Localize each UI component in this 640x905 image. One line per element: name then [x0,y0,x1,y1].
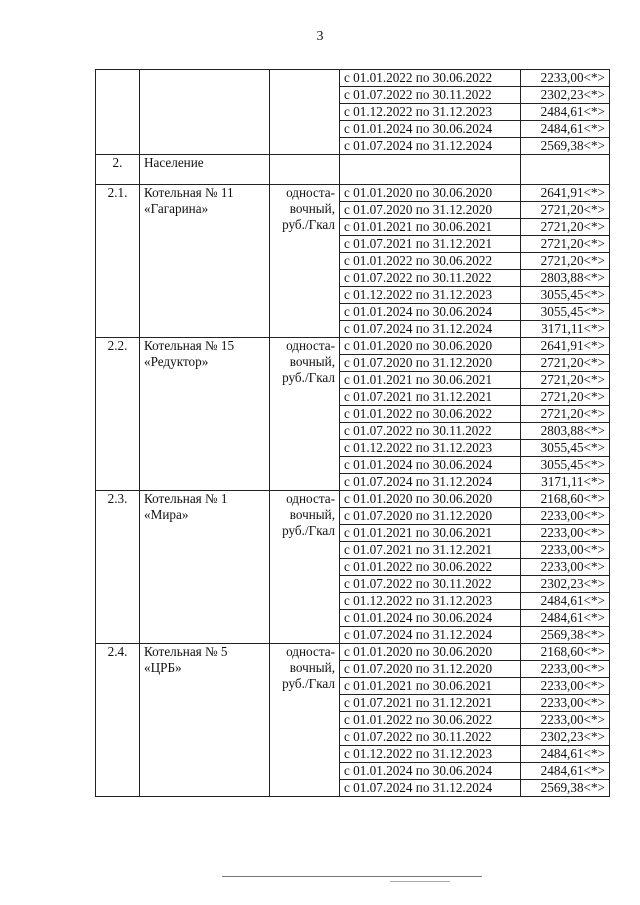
tariff-value-cell: 2569,38<*> [521,138,610,155]
period-cell: с 01.07.2024 по 31.12.2024 [340,138,521,155]
row-number-cell: 2.3. [96,491,140,644]
row-number-cell: 2.4. [96,644,140,797]
unit-line: односта- [286,185,335,200]
boiler-name-cell [140,644,270,797]
period-cell: с 01.07.2024 по 31.12.2024 [340,321,521,338]
unit-line: руб./Гкал [282,217,335,232]
period-cell: с 01.01.2022 по 30.06.2022 [340,70,521,87]
tariff-value-cell: 2484,61<*> [521,746,610,763]
unit-cell [270,70,340,155]
tariff-value-cell: 3171,11<*> [521,474,610,491]
unit-cell [270,185,340,338]
unit-cell [270,644,340,797]
period-cell: с 01.01.2022 по 30.06.2022 [340,712,521,729]
tariff-value-cell: 2721,20<*> [521,236,610,253]
boiler-name-line: Котельная № 5 [144,644,228,659]
tariff-value-cell: 2569,38<*> [521,627,610,644]
section-row [96,155,610,185]
boiler-name-line: «Мира» [144,507,189,522]
row-number-cell: 2.1. [96,185,140,338]
tariff-value-cell: 2233,00<*> [521,559,610,576]
boiler-name-line: Котельная № 15 [144,338,235,353]
period-cell: с 01.01.2021 по 30.06.2021 [340,525,521,542]
unit-cell [270,491,340,644]
period-cell: с 01.07.2021 по 31.12.2021 [340,389,521,406]
period-cell: с 01.12.2022 по 31.12.2023 [340,593,521,610]
period-cell: с 01.07.2022 по 30.11.2022 [340,729,521,746]
period-cell: с 01.07.2021 по 31.12.2021 [340,542,521,559]
boiler-name-line: «Гагарина» [144,201,209,216]
tariff-value-cell: 2641,91<*> [521,185,610,202]
period-cell: с 01.01.2020 по 30.06.2020 [340,644,521,661]
period-cell: с 01.01.2020 по 30.06.2020 [340,491,521,508]
table-row [96,491,610,508]
tariff-value-cell: 2233,00<*> [521,661,610,678]
tariff-value-cell: 2569,38<*> [521,780,610,797]
tariff-value-cell: 2233,00<*> [521,525,610,542]
tariff-value-cell: 2168,60<*> [521,644,610,661]
tariff-value-cell: 2721,20<*> [521,372,610,389]
boiler-name-cell [140,338,270,491]
tariff-value-cell: 2803,88<*> [521,423,610,440]
period-cell: с 01.07.2022 по 30.11.2022 [340,423,521,440]
section-title: Население [140,155,270,185]
tariff-value-cell: 2302,23<*> [521,576,610,593]
footer-rule-short [390,881,450,882]
period-cell: с 01.07.2020 по 31.12.2020 [340,355,521,372]
tariff-value-cell: 2233,00<*> [521,542,610,559]
tariff-value-cell: 2233,00<*> [521,695,610,712]
tariff-value-cell: 2721,20<*> [521,202,610,219]
period-cell: с 01.01.2020 по 30.06.2020 [340,185,521,202]
unit-line: односта- [286,644,335,659]
period-cell: с 01.01.2022 по 30.06.2022 [340,559,521,576]
period-cell: с 01.01.2022 по 30.06.2022 [340,253,521,270]
empty-cell [521,155,610,185]
period-cell: с 01.01.2022 по 30.06.2022 [340,406,521,423]
page-number: 3 [316,29,324,44]
unit-cell [270,338,340,491]
boiler-name-cell [140,70,270,155]
tariff-value-cell: 3171,11<*> [521,321,610,338]
tariff-value-cell: 2803,88<*> [521,270,610,287]
period-cell: с 01.07.2024 по 31.12.2024 [340,627,521,644]
tariff-value-cell: 2233,00<*> [521,712,610,729]
tariff-value-cell: 2721,20<*> [521,253,610,270]
boiler-name-line: Котельная № 1 [144,491,228,506]
period-cell: с 01.12.2022 по 31.12.2023 [340,440,521,457]
period-cell: с 01.12.2022 по 31.12.2023 [340,104,521,121]
unit-line: вочный, [289,507,335,522]
period-cell: с 01.07.2024 по 31.12.2024 [340,780,521,797]
table-row [96,338,610,355]
period-cell: с 01.07.2020 по 31.12.2020 [340,202,521,219]
tariff-value-cell: 3055,45<*> [521,457,610,474]
tariff-value-cell: 2233,00<*> [521,508,610,525]
period-cell: с 01.01.2024 по 30.06.2024 [340,121,521,138]
boiler-name-cell [140,185,270,338]
period-cell: с 01.01.2021 по 30.06.2021 [340,678,521,695]
row-number-cell: 2.2. [96,338,140,491]
period-cell: с 01.01.2021 по 30.06.2021 [340,372,521,389]
period-cell: с 01.07.2022 по 30.11.2022 [340,576,521,593]
period-cell: с 01.01.2024 по 30.06.2024 [340,610,521,627]
period-cell: с 01.01.2024 по 30.06.2024 [340,457,521,474]
boiler-name-line: Котельная № 11 [144,185,234,200]
period-cell: с 01.01.2020 по 30.06.2020 [340,338,521,355]
tariff-value-cell: 2484,61<*> [521,763,610,780]
table-row [96,185,610,202]
unit-line: руб./Гкал [282,523,335,538]
period-cell: с 01.07.2024 по 31.12.2024 [340,474,521,491]
tariff-value-cell: 2484,61<*> [521,121,610,138]
period-cell: с 01.07.2021 по 31.12.2021 [340,236,521,253]
table-row [96,644,610,661]
tariff-value-cell: 2721,20<*> [521,219,610,236]
period-cell: с 01.01.2024 по 30.06.2024 [340,763,521,780]
tariff-value-cell: 2721,20<*> [521,389,610,406]
tariff-value-cell: 3055,45<*> [521,304,610,321]
tariff-value-cell: 2168,60<*> [521,491,610,508]
unit-line: односта- [286,338,335,353]
row-number-cell [96,70,140,155]
period-cell: с 01.01.2021 по 30.06.2021 [340,219,521,236]
tariff-value-cell: 2484,61<*> [521,593,610,610]
tariff-value-cell: 2721,20<*> [521,406,610,423]
period-cell: с 01.07.2022 по 30.11.2022 [340,270,521,287]
period-cell: с 01.07.2022 по 30.11.2022 [340,87,521,104]
unit-line: вочный, [289,354,335,369]
tariff-value-cell: 2233,00<*> [521,70,610,87]
unit-line: руб./Гкал [282,370,335,385]
tariff-value-cell: 2233,00<*> [521,678,610,695]
footer-rule [222,876,482,877]
tariff-value-cell: 2484,61<*> [521,610,610,627]
period-cell: с 01.07.2020 по 31.12.2020 [340,508,521,525]
unit-line: руб./Гкал [282,676,335,691]
empty-cell [270,155,340,185]
period-cell: с 01.01.2024 по 30.06.2024 [340,304,521,321]
boiler-name-cell [140,491,270,644]
period-cell: с 01.12.2022 по 31.12.2023 [340,287,521,304]
tariff-value-cell: 2721,20<*> [521,355,610,372]
boiler-name-line: «ЦРБ» [144,660,182,675]
empty-cell [340,155,521,185]
table-row [96,70,610,87]
boiler-name-line: «Редуктор» [144,354,209,369]
unit-line: односта- [286,491,335,506]
tariff-value-cell: 2302,23<*> [521,87,610,104]
tariff-value-cell: 3055,45<*> [521,287,610,304]
tariff-value-cell: 2641,91<*> [521,338,610,355]
period-cell: с 01.07.2020 по 31.12.2020 [340,661,521,678]
tariff-table [95,69,610,797]
unit-line: вочный, [289,660,335,675]
period-cell: с 01.07.2021 по 31.12.2021 [340,695,521,712]
tariff-value-cell: 3055,45<*> [521,440,610,457]
period-cell: с 01.12.2022 по 31.12.2023 [340,746,521,763]
tariff-value-cell: 2484,61<*> [521,104,610,121]
tariff-value-cell: 2302,23<*> [521,729,610,746]
section-number: 2. [96,155,140,185]
unit-line: вочный, [289,201,335,216]
